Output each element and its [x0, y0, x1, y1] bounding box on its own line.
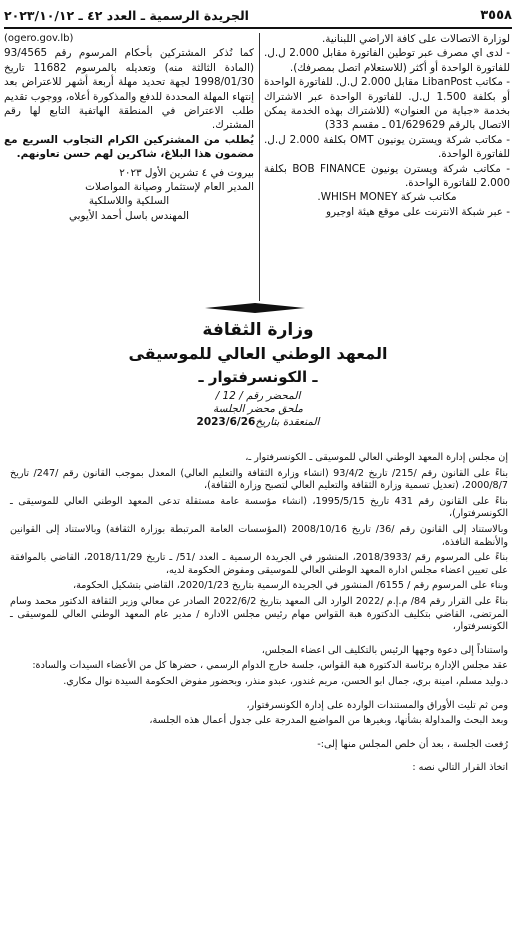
- minutes-annex: ملحق محضر الجلسة: [213, 403, 303, 415]
- body-para-12: وبعد البحث والمداولة بشأنها، وبغيرها من المواضيع المدرجة على جدول أعمال هذه الجلسة،: [149, 715, 508, 727]
- left-column: [4, 32, 254, 223]
- body-para-3: بناءً على القانون رقم 431 تاريخ 1995/5/15، (انشاء مؤسسة عامة مستقلة تدعى المعهد الوطني العالي للموسيقى ـ الكونسرفتوار)،: [10, 495, 508, 520]
- body-para-10: د.وليد مسلم، امينة بري، جمال ابو الحسن، مريم غندور، عبدو منذر، وبحضور مفوض الحكومة السيدة نوال مكاري.: [63, 675, 508, 687]
- body-para-11: ومن ثم تليت الأوراق والمستندات الواردة على إدارة الكونسرفتوار،: [246, 699, 508, 711]
- body-para-8: واستناداً إلى دعوة وجهها الرئيس بالتكليف الى اعضاء المجلس،: [261, 644, 508, 656]
- right-para-3: - مكاتب LibanPost مقابل 2.000 ل.ل. للفاتورة الواحدة أو بكلفة 1.500 ل.ل. للفاتورة الواحدة عبر الاشتراك بخدمة «جباية من العنوان» (للاشتراك بهذه الخدمة يمكن الاتصال بالرقم 01/629629 ـ مقسم 333): [264, 76, 510, 132]
- right-para-6: مكاتب شركة WHISH MONEY.: [317, 191, 457, 204]
- body-para-1: إن مجلس إدارة المعهد الوطني العالي للموسيقى ـ الكونسرفتوار ـ،: [245, 452, 508, 463]
- institute-name: المعهد الوطني العالي للموسيقى: [128, 344, 388, 363]
- minutes-number: المحضر رقم / 12 /: [215, 390, 301, 402]
- left-para-2: يُطلب من المشتركين الكرام التجاوب السريع مع مضمون هذا البلاغ، شاكرين لهم حسن تعاونهم.: [4, 133, 254, 161]
- body-para-14: اتخاذ القرار التالي نصه :: [412, 762, 508, 774]
- ministry-name: وزارة الثقافة: [202, 320, 314, 340]
- minutes-date: 2023/6/26: [196, 416, 256, 428]
- minutes-held-date: [0, 416, 516, 429]
- left-para-1: كما نُذكر المشتركين بأحكام المرسوم رقم 93/4565 (المادة الثالثة منه) وتعديله بالمرسوم 11682 تاريخ 1998/01/30 لجهة تحديد مهلة أربعة أشهر للاعتراض بعد إنتهاء المهلة المحددة للدفع والمذكورة أعلاه، ووجوب تقديم طلب الاعتراض في المنطقة الهاتفية التابع لها رقم المشترك.: [4, 47, 255, 132]
- right-para-5: - مكاتب شركة ويسترن يونيون BOB FINANCE بكلفة 2.000 للفاتورة الواحدة.: [264, 162, 511, 190]
- conservatory-name: ـ الكونسرفتوار ـ: [198, 368, 318, 386]
- minutes-held-label: المنعقدة بتاريخ: [255, 416, 320, 428]
- body-para-5: بناءً على المرسوم رقم /2018/3933، المنشور في الجريدة الرسمية ـ العدد /51/ ـ تاريخ 2018/11/29، القاضي بالموافقة على تعيين اعضاء مجلس ادارة المعهد الوطني العالي للموسيقى ومفوض الحكومة لديه،: [10, 552, 508, 576]
- right-para-4: - مكاتب شركة ويسترن يونيون OMT بكلفة 2.000 ل.ل. للفاتورة الواحدة.: [264, 133, 510, 161]
- signature-line-1: المدير العام لإستثمار وصيانة المواصلات: [85, 181, 254, 194]
- body-para-9: عقد مجلس الإدارة برئاسة الدكتورة هبة القواس، جلسة خارج الدوام الرسمي ، حضرها كل من الأعضاء السيدات والسادة:: [32, 660, 508, 672]
- signature-line-2: السلكية واللاسلكية: [88, 195, 170, 208]
- body-para-6: وبناء على المرسوم رقم / 6155/ المنشور في الجريدة الرسمية بتاريخ 2020/1/23، القاضي بتشكيل الحكومة،: [73, 580, 508, 592]
- right-para-2: - لدى اي مصرف عبر توطين الفاتورة مقابل 2.000 ل.ل. للفاتورة الواحدة أو أكثر (للاستعلام اتصل بمصرفك).: [264, 47, 510, 74]
- ogero-url: (ogero.gov.lb): [4, 33, 74, 44]
- issue-date: بيروت في ٤ تشرين الأول ٢٠٢٣: [119, 166, 254, 179]
- signature-line-3: المهندس باسل أحمد الأيوبي: [68, 209, 190, 222]
- minutes-heading: [0, 390, 516, 429]
- body-para-7: بناءً على القرار رقم 84/ م.إ.م /2022 الوارد الى المعهد بتاريخ 2022/6/2 الصادر عن معالي وزير الثقافة الدكتور محمد وسام المرتضى، القاضي بتكليف الدكتورة هبة القواس مهام رئيس مجلس الادارة / مدير عام المعهد الوطني العالي للموسيقى ـ الكونسرفتوار،: [10, 595, 508, 633]
- right-column: [264, 32, 510, 219]
- gazette-title: الجريدة الرسمية ـ العدد ٤٢ ـ ٢٠٢٣/١٠/١٢: [4, 7, 249, 23]
- section-separator-ornament: [205, 301, 305, 315]
- column-divider: [259, 33, 260, 301]
- ministry-heading: [0, 318, 516, 388]
- page-header: [4, 4, 512, 26]
- right-para-1: لوزارة الاتصالات على كافة الاراضي اللبنانية.: [322, 33, 510, 45]
- body-para-4: وبالاستناد إلى القانون رقم /36/ تاريخ 2008/10/16 (المؤسسات العامة المرتبطة بوزارة الثقافة) وبالاستناد إلى القوانين والأنظمة النافذة،: [10, 523, 508, 548]
- body-para-2: بناءً على القانون رقم /215/ تاريخ 93/4/2 (انشاء وزارة الثقافة والتعليم العالي) المعدل بموجب القانون رقم /247/ تاريخ 2000/8/7، (تعديل تسمية وزارة الثقافة والتعليم العالي لتصبح وزارة الثقافة)،: [10, 467, 509, 492]
- body-para-13: رُفعت الجلسة ، بعد أن خلص المجلس منها إلى:-: [317, 738, 508, 750]
- decision-body: [10, 452, 508, 778]
- page-number: ٣٥٥٨: [480, 7, 512, 23]
- right-para-7: - عبر شبكة الانترنت على موقع هيئة اوجيرو: [325, 205, 510, 218]
- header-rule: [4, 27, 512, 29]
